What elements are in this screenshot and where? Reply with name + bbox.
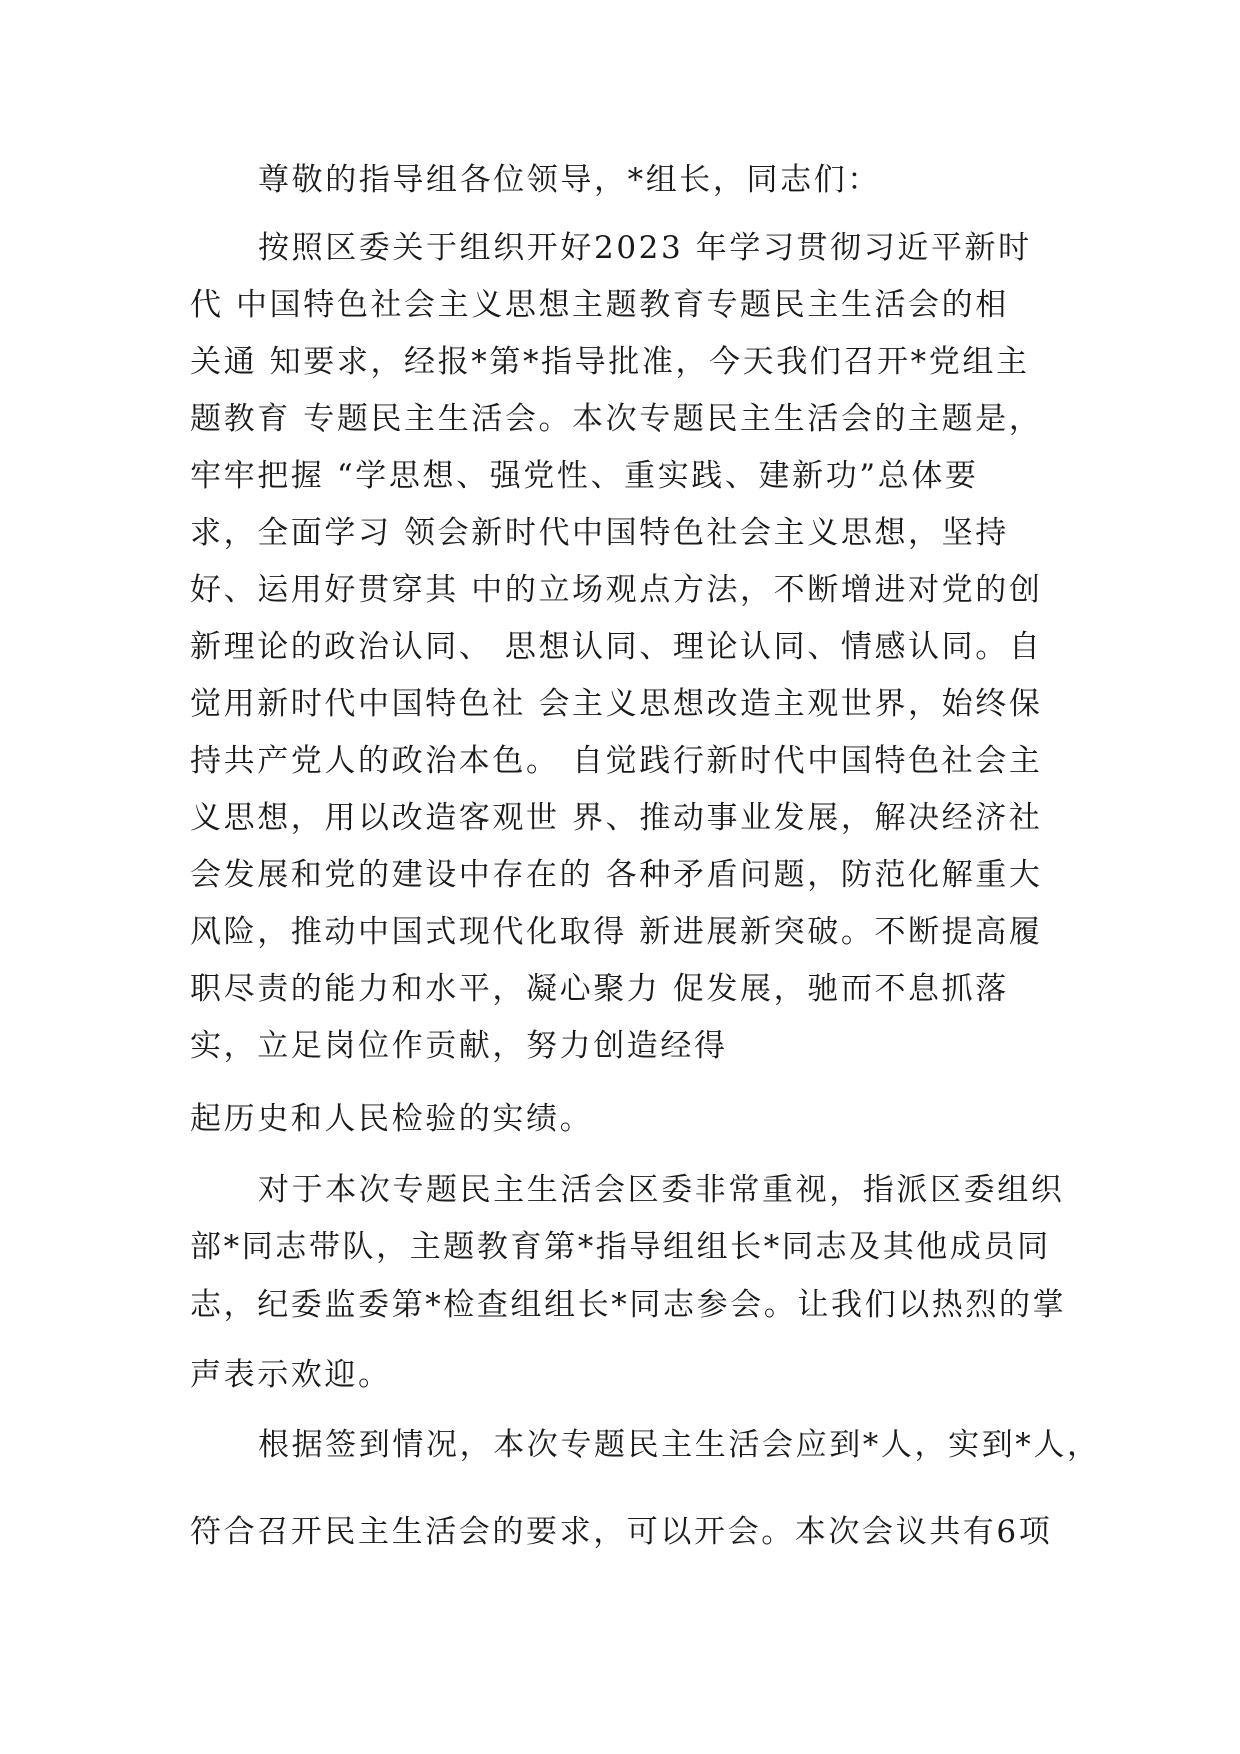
paragraph-2-line-4: 声表示欢迎。: [190, 1357, 392, 1393]
paragraph-1-line-10: 持共产党人的政治本色。 自觉践行新时代中国特色社会主: [190, 743, 1043, 779]
paragraph-1-line-12: 会发展和党的建设中存在的 各种矛盾问题，防范化解重大: [190, 857, 1043, 893]
paragraph-3-line-1: 根据签到情况，本次专题民主生活会应到*人，实到*人，: [258, 1427, 1101, 1463]
paragraph-2-line-2: 部*同志带队，主题教育第*指导组组长*同志及其他成员同: [190, 1229, 1051, 1265]
paragraph-1-line-2: 代 中国特色社会主义思想主题教育专题民主生活会的相: [190, 287, 1009, 323]
paragraph-1-line-7: 好、运用好贯穿其 中的立场观点方法，不断增进对党的创: [190, 572, 1043, 608]
paragraph-1-line-16: 起历史和人民检验的实绩。: [190, 1101, 594, 1137]
paragraph-1-line-3: 关通 知要求，经报*第*指导批准，今天我们召开*党组主: [190, 344, 1030, 380]
paragraph-1-line-8: 新理论的政治认同、 思想认同、理论认同、情感认同。自: [190, 629, 1043, 665]
paragraph-1-line-6: 求，全面学习 领会新时代中国特色社会主义思想，坚持: [190, 515, 1009, 551]
paragraph-2-line-3: 志，纪委监委第*检查组组长*同志参会。让我们以热烈的掌: [190, 1287, 1067, 1323]
paragraph-1-line-15: 实，立足岗位作贡献，努力创造经得: [190, 1028, 728, 1064]
paragraph-2-line-1: 对于本次专题民主生活会区委非常重视，指派区委组织: [258, 1172, 1065, 1208]
paragraph-3-line-2: 符合召开民主生活会的要求，可以开会。本次会议共有6项: [190, 1514, 1053, 1550]
paragraph-1-line-11: 义思想，用以改造客观世 界、推动事业发展，解决经济社: [190, 800, 1043, 836]
paragraph-1-line-13: 风险，推动中国式现代化取得 新进展新突破。不断提高履: [190, 914, 1043, 950]
paragraph-1-line-1: 按照区委关于组织开好2023 年学习贯彻习近平新时: [258, 230, 1032, 266]
paragraph-1-line-14: 职尽责的能力和水平，凝心聚力 促发展，驰而不息抓落: [190, 971, 1009, 1007]
paragraph-1-line-9: 觉用新时代中国特色社 会主义思想改造主观世界，始终保: [190, 686, 1043, 722]
paragraph-1-line-4: 题教育 专题民主生活会。本次专题民主生活会的主题是，: [190, 401, 1043, 437]
paragraph-1-line-5: 牢牢把握 “学思想、强党性、重实践、建新功”总体要: [190, 458, 979, 494]
salutation: 尊敬的指导组各位领导，*组长，同志们：: [258, 162, 881, 198]
